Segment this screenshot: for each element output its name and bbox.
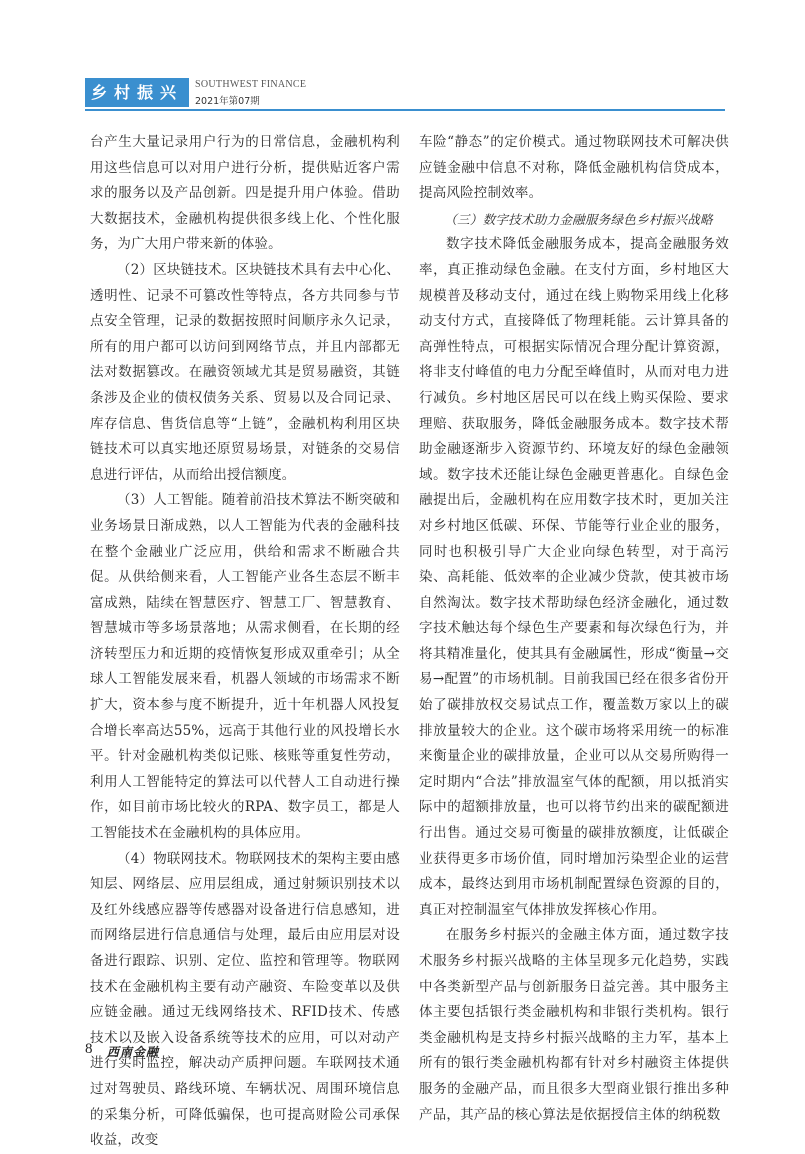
paragraph: 台产生大量记录用户行为的日常信息，金融机构利用这些信息可以对用户进行分析，提供贴近客户需求的服务以及产品创新。四是提升用户体验。借助大数据技术，金融机构提供很多线上化、个性化服务，为广大用户带来新的体验。 <box>90 134 400 253</box>
page-header <box>85 78 725 112</box>
paragraph: （4）物联网技术。物联网技术的架构主要由感知层、网络层、应用层组成，通过射频识别技术以及红外线感应器等传感器对设备进行信息感知，进而网络层进行信息通信与处理，最后由应用层对设备进行跟踪、识别、定位、监控和管理等。物联网技术在金融机构主要有动产融资、车险变革以及供应链金融。通过无线网络技术、RFID技术、传感技术以及嵌入设备系统等技术的应用，可以对动产进行实时监控，解决动产质押问题。车联网技术通过对驾驶员、路线环境、车辆状况、周围环境信息的采集分析，可降低骗保，也可提高财险公司承保收益，改变 <box>90 850 400 1149</box>
magazine-name: SOUTHWEST FINANCE <box>195 79 307 90</box>
header-rule <box>85 109 725 111</box>
paragraph: （3）人工智能。随着前沿技术算法不断突破和业务场景日渐成熟，以人工智能为代表的金融科技在整个金融业广泛应用，供给和需求不断融合共促。从供给侧来看，人工智能产业各生态层不断丰富成熟，陆续在智慧医疗、智慧工厂、智慧教育、智慧城市等多场景落地；从需求侧看，在长期的经济转型压力和近期的疫情恢复形成双重牵引；从全球人工智能发展来看，机器人领域的市场需求不断扩大，资本参与度不断提升，近十年机器人风投复合增长率高达55%，远高于其他行业的风投增长水平。针对金融机构类似记账、核账等重复性劳动，利用人工智能特定的算法可以代替人工自动进行操作，如目前市场比较火的RPA、数字员工，都是人工智能技术在金融机构的具体应用。 <box>90 492 400 842</box>
page-number: 8 <box>85 1041 93 1057</box>
paragraph: 在服务乡村振兴的金融主体方面，通过数字技术服务乡村振兴战略的主体呈现多元化趋势，实践中各类新型产品与创新服务日益完善。其中服务主体主要包括银行类金融机构和非银行类机构。银行类金融机构是支持乡村振兴战略的主力军，基本上所有的银行类金融机构都有针对乡村融资主体提供服务的金融产品，而且很多大型商业银行推出多种产品，其产品的核心算法是依据授信主体的纳税数 <box>419 927 729 1123</box>
paragraph: 数字技术降低金融服务成本，提高金融服务效率，真正推动绿色金融。在支付方面，乡村地区大规模普及移动支付，通过在线上购物采用线上化移动支付方式，直接降低了物理耗能。云计算具备的高弹性特点，可根据实际情况合理分配计算资源，将非支付峰值的电力分配至峰值时，从而对电力进行减负。乡村地区居民可以在线上购买保险、要求理赔、获取服务，降低金融服务成本。数字技术帮助金融逐渐步入资源节约、环境友好的绿色金融领域。数字技术还能让绿色金融更普惠化。自绿色金融提出后，金融机构在应用数字技术时，更加关注对乡村地区低碳、环保、节能等行业企业的服务，同时也积极引导广大企业向绿色转型，对于高污染、高耗能、低效率的企业减少贷款，使其被市场自然淘汰。数字技术帮助绿色经济金融化，通过数字技术触达每个绿色生产要素和每次绿色行为，并将其精准量化，使其具有金融属性，形成“衡量→交易→配置”的市场机制。目前我国已经在很多省份开始了碳排放权交易试点工作，覆盖数万家以上的碳排放量较大的企业。这个碳市场将采用统一的标准来衡量企业的碳排放量，企业可以从交易所购得一定时期内“合法”排放温室气体的配额，用以抵消实际中的超额排放量，也可以将节约出来的碳配额进行出售。通过交易可衡量的碳排放额度，让低碳企业获得更多市场价值，同时增加污染型企业的运营成本，最终达到用市场机制配置绿色资源的目的，真正对控制温室气体排放发挥核心作用。 <box>419 236 729 918</box>
paragraph: 车险“静态”的定价模式。通过物联网技术可解决供应链金融中信息不对称，降低金融机构信贷成本，提高风险控制效率。 <box>419 134 729 202</box>
issue-label: 2021年第07期 <box>195 96 260 107</box>
paragraph: （2）区块链技术。区块链技术具有去中心化、透明性、记录不可篡改性等特点，各方共同参与节点安全管理，记录的数据按照时间顺序永久记录，所有的用户都可以访问到网络节点，并且内部都无法对数据篡改。在融资领域尤其是贸易融资，其链条涉及企业的债权债务关系、贸易以及合同记录、库存信息、售货信息等“上链”，金融机构利用区块链技术可以真实地还原贸易场景，对链条的交易信息进行评估，从而给出授信额度。 <box>90 261 400 483</box>
section-label: 乡村振兴 <box>85 78 189 107</box>
journal-name: 西南金融 <box>107 1045 160 1059</box>
section-subheading: （三）数字技术助力金融服务绿色乡村振兴战略 <box>444 211 713 227</box>
left-column <box>90 130 400 1154</box>
right-column <box>419 130 729 1128</box>
